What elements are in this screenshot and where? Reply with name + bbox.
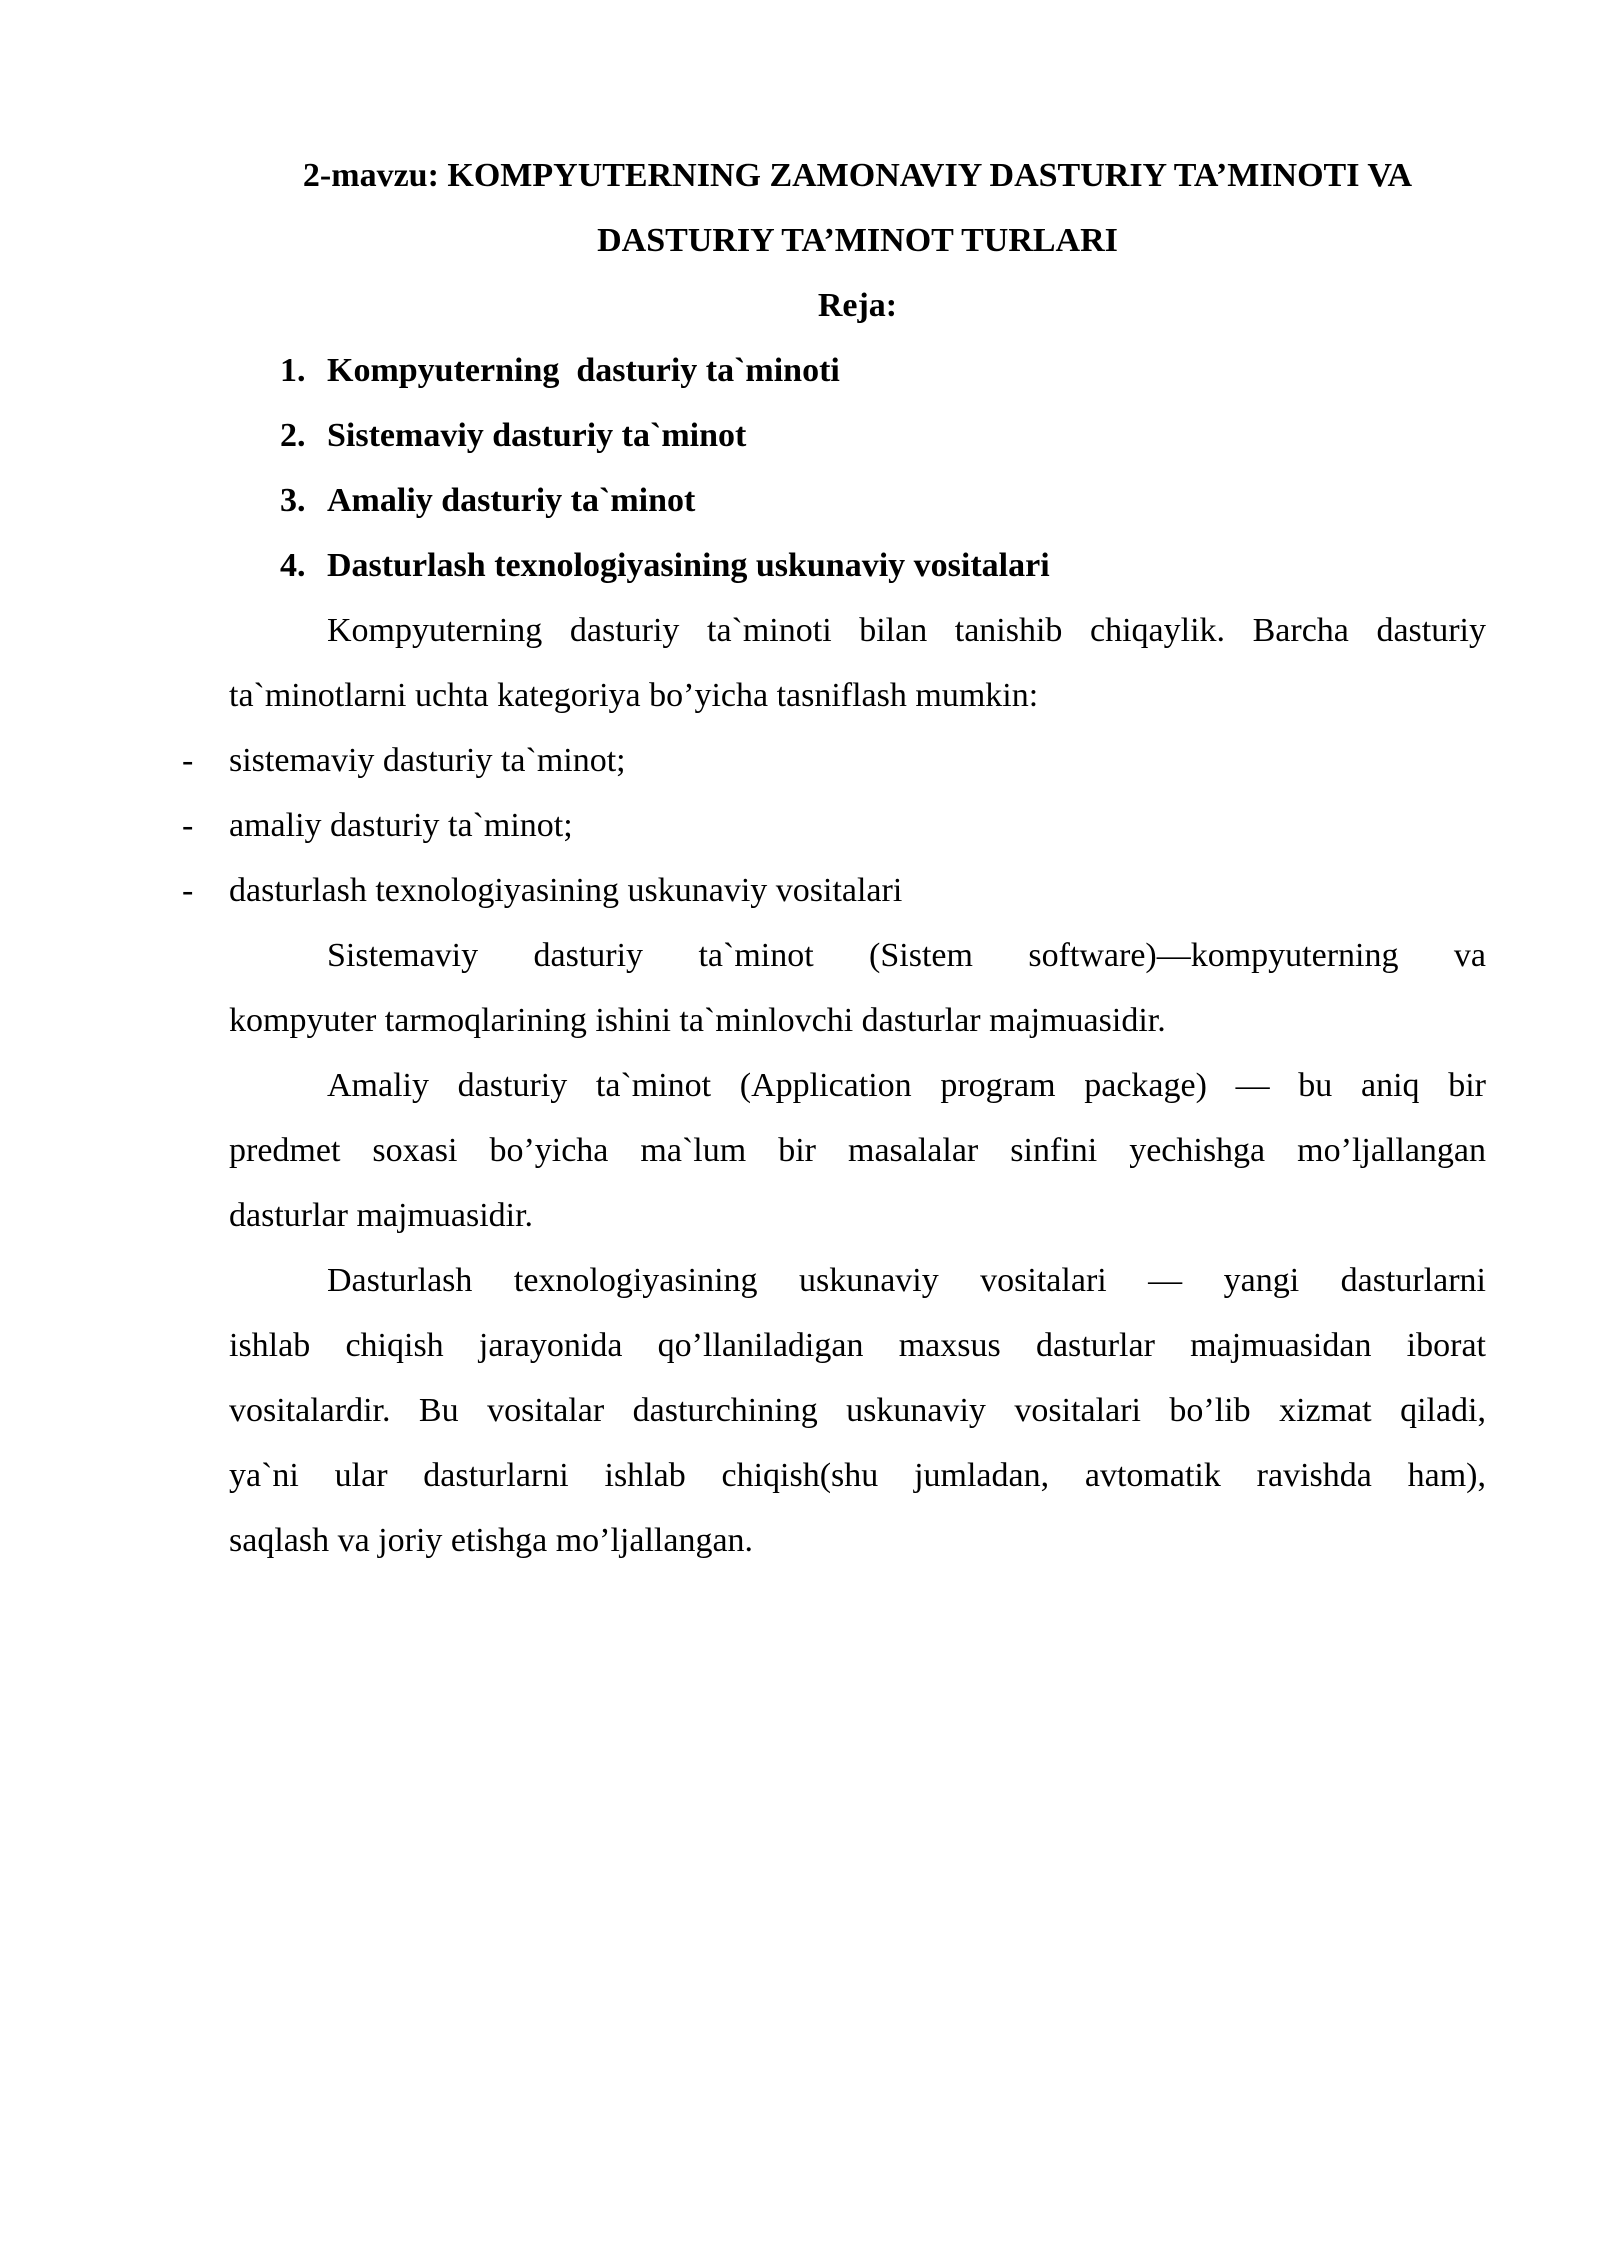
list-item-text: dasturlash texnologiyasining uskunaviy vositalari: [229, 872, 903, 909]
system-software-paragraph: [229, 923, 1486, 1053]
paragraph-line: ya`ni ular dasturlarni ishlab chiqish(shu jumladan, avtomatik ravishda ham),: [229, 1457, 1486, 1494]
plan-heading: Reja:: [817, 287, 898, 324]
plan-item-text: Dasturlash texnologiyasining uskunaviy vositalari: [327, 547, 1050, 584]
plan-item-text: Sistemaviy dasturiy ta`minot: [327, 417, 747, 454]
title-line-2: DASTURIY TA’MINOT TURLARI: [597, 222, 1118, 259]
dash-marker: -: [182, 742, 194, 779]
plan-item-number: 2.: [280, 417, 306, 454]
list-item-text: sistemaviy dasturiy ta`minot;: [229, 742, 626, 779]
paragraph-line: Sistemaviy dasturiy ta`minot (Sistem software)—kompyuterning va: [327, 937, 1486, 974]
intro-paragraph: [229, 598, 1486, 728]
plan-item-text: Amaliy dasturiy ta`minot: [327, 482, 696, 519]
plan-item-number: 3.: [280, 482, 306, 519]
paragraph-line: kompyuter tarmoqlarining ishini ta`minlovchi dasturlar majmuasidir.: [229, 1002, 1166, 1039]
list-item-programming-tools: [182, 858, 1486, 923]
list-item-system-software: [182, 728, 1486, 793]
plan-item-4: [229, 533, 1486, 598]
plan-item-text: Kompyuterning dasturiy ta`minoti: [327, 352, 840, 389]
list-item-application-software: [182, 793, 1486, 858]
software-category-list: [182, 728, 1486, 923]
plan-item-3: [229, 468, 1486, 533]
plan-item-number: 1.: [280, 352, 306, 389]
paragraph-line: ishlab chiqish jarayonida qo’llaniladigan maxsus dasturlar majmuasidan iborat: [229, 1327, 1486, 1364]
title-line-1: 2-mavzu: KOMPYUTERNING ZAMONAVIY DASTURIY TA’MINOTI VA: [302, 157, 1413, 194]
plan-list: [229, 338, 1486, 598]
paragraph-line: dasturlar majmuasidir.: [229, 1197, 534, 1234]
list-item-text: amaliy dasturiy ta`minot;: [229, 807, 573, 844]
dash-marker: -: [182, 872, 194, 909]
plan-item-number: 4.: [280, 547, 306, 584]
paragraph-line: Kompyuterning dasturiy ta`minoti bilan tanishib chiqaylik. Barcha dasturiy: [327, 612, 1486, 649]
paragraph-line: Dasturlash texnologiyasining uskunaviy vositalari — yangi dasturlarni: [327, 1262, 1486, 1299]
dash-marker: -: [182, 807, 194, 844]
paragraph-line: saqlash va joriy etishga mo’ljallangan.: [229, 1522, 754, 1559]
paragraph-line: vositalardir. Bu vositalar dasturchining uskunaviy vositalari bo’lib xizmat qiladi,: [229, 1392, 1486, 1429]
document-content: [182, 143, 1486, 1573]
plan-item-1: [229, 338, 1486, 403]
paragraph-line: Amaliy dasturiy ta`minot (Application program package) — bu aniq bir: [327, 1067, 1486, 1104]
application-software-paragraph: [229, 1053, 1486, 1248]
document-title: [229, 143, 1486, 273]
plan-item-2: [229, 403, 1486, 468]
paragraph-line: predmet soxasi bo’yicha ma`lum bir masalalar sinfini yechishga mo’ljallangan: [229, 1132, 1486, 1169]
programming-tools-paragraph: [229, 1248, 1486, 1573]
paragraph-line: ta`minotlarni uchta kategoriya bo’yicha tasniflash mumkin:: [229, 677, 1039, 714]
